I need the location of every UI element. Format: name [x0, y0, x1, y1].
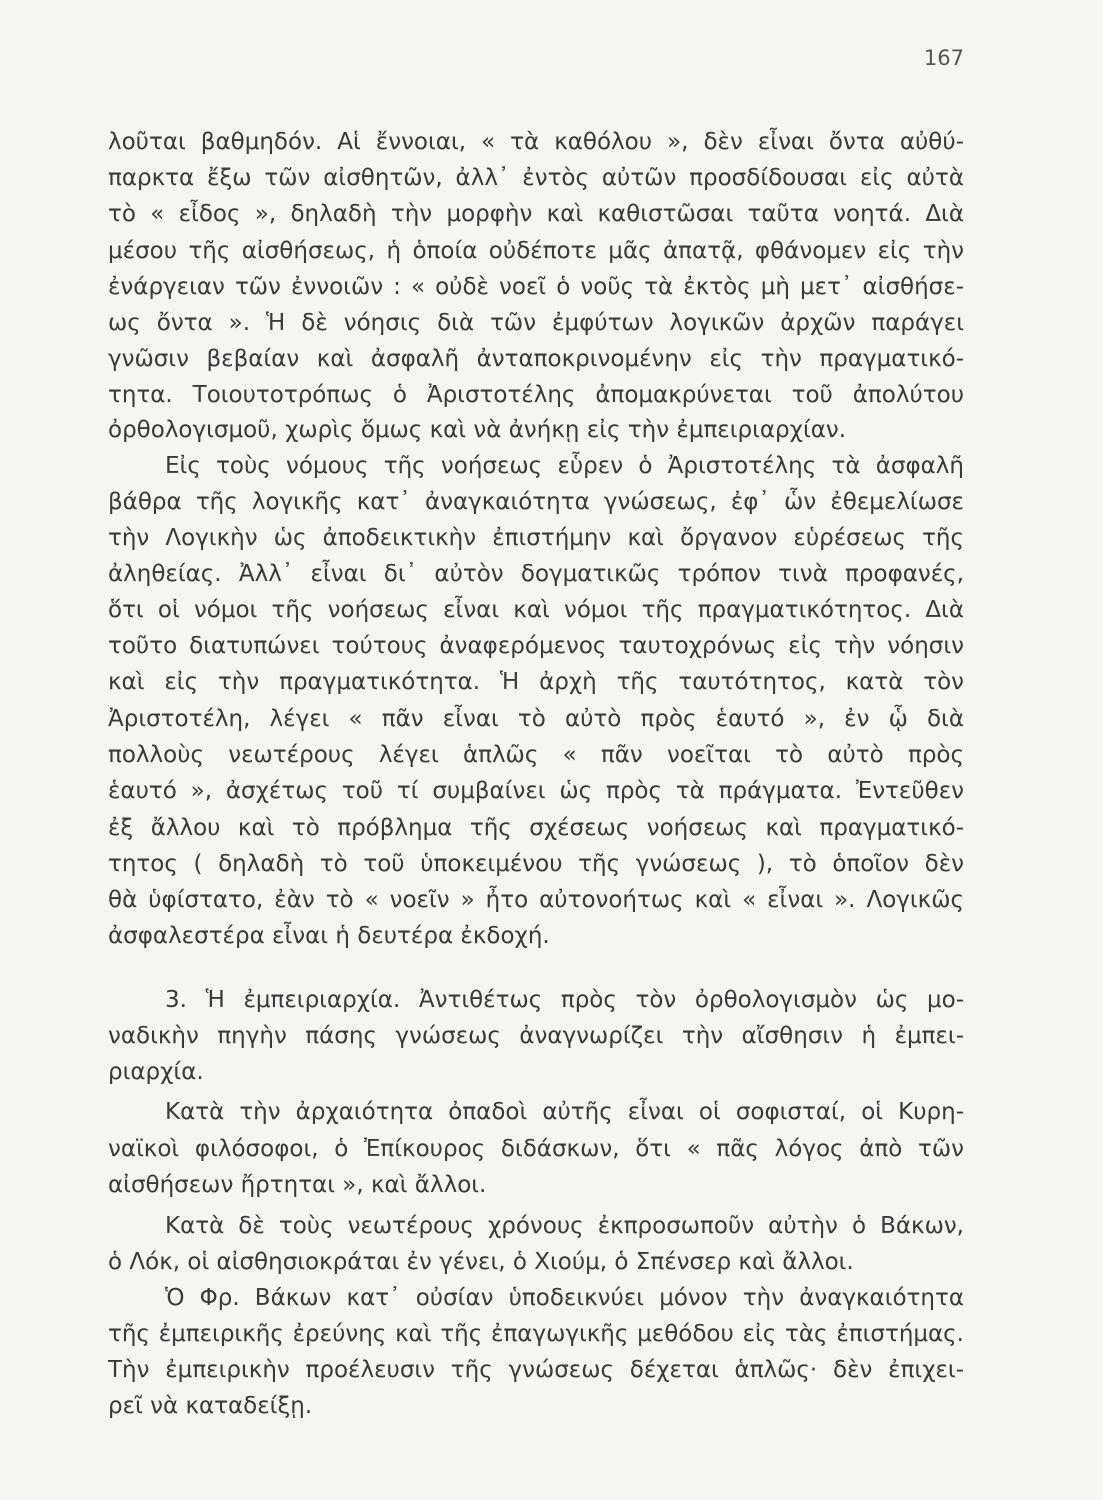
page-number: 167 [923, 46, 964, 70]
text-line: λοῦται βαθμηδόν. Αἱ ἔννοιαι, « τὰ καθόλου », δὲν εἶναι ὄντα αὐθύ- [108, 129, 964, 155]
text-line: ὀρθολογισμοῦ, χωρὶς ὅμως καὶ νὰ ἀνήκῃ εἰς τὴν ἐμπειριαρχίαν. [108, 417, 847, 443]
text-line: παρκτα ἔξω τῶν αἰσθητῶν, ἀλλ᾽ ἐντὸς αὐτῶν προσδίδουσαι εἰς αὐτὰ [108, 165, 964, 191]
text-line: ὅτι οἱ νόμοι τῆς νοήσεως εἶναι καὶ νόμοι τῆς πραγματικότητος. Διὰ [108, 597, 964, 623]
text-line: ἐνάργειαν τῶν ἐννοιῶν : « οὐδὲ νοεῖ ὁ νοῦς τὰ ἐκτὸς μὴ μετ᾽ αἰσθήσε- [108, 274, 964, 300]
text-line: ναδικὴν πηγὴν πάσης γνώσεως ἀναγνωρίζει τὴν αἴσθησιν ἡ ἐμπει- [108, 1023, 964, 1049]
text-line: ναϊκοὶ φιλόσοφοι, ὁ Ἐπίκουρος διδάσκων, ὅτι « πᾶς λόγος ἀπὸ τῶν [108, 1136, 964, 1162]
text-line: ἀσφαλεστέρα εἶναι ἡ δευτέρα ἐκδοχή. [108, 923, 550, 949]
text-line: ως ὄντα ». Ἡ δὲ νόησις διὰ τῶν ἐμφύτων λογικῶν ἀρχῶν παράγει [108, 310, 964, 336]
text-line: θὰ ὑφίστατο, ἐὰν τὸ « νοεῖν » ἦτο αὐτονοήτως καὶ « εἶναι ». Λογικῶς [108, 887, 964, 913]
text-line: τητα. Τοιουτοτρόπως ὁ Ἀριστοτέλης ἀπομακρύνεται τοῦ ἀπολύτου [108, 382, 964, 408]
text-line: τὴν Λογικὴν ὡς ἀποδεικτικὴν ἐπιστήμην καὶ ὄργανον εὑρέσεως τῆς [108, 525, 964, 551]
text-line: βάθρα τῆς λογικῆς κατ᾽ ἀναγκαιότητα γνώσεως, ἐφ᾽ ὧν ἐθεμελίωσε [108, 489, 964, 515]
text-line: Κατὰ δὲ τοὺς νεωτέρους χρόνους ἐκπροσωποῦν αὐτὴν ὁ Βάκων, [165, 1213, 964, 1239]
text-line: Κατὰ τὴν ἀρχαιότητα ὀπαδοὶ αὐτῆς εἶναι οἱ σοφισταί, οἱ Κυρη- [165, 1099, 964, 1125]
section-heading-line: 3. Ἡ ἐμπειριαρχία. Ἀντιθέτως πρὸς τὸν ὀρθολογισμὸν ὡς μο- [165, 987, 964, 1013]
text-line: Ἀριστοτέλη, λέγει « πᾶν εἶναι τὸ αὐτὸ πρὸς ἑαυτό », ἐν ᾧ διὰ [108, 706, 964, 732]
text-line: ἀληθείας. Ἀλλ᾽ εἶναι δι᾽ αὐτὸν δογματικῶς τρόπον τινὰ προφανές, [108, 561, 964, 587]
text-line: τοῦτο διατυπώνει τούτους ἀναφερόμενος ταυτοχρόνως εἰς τὴν νόησιν [108, 633, 964, 659]
text-line: γνῶσιν βεβαίαν καὶ ἀσφαλῆ ἀνταποκρινομένην εἰς τὴν πραγματικό- [108, 346, 964, 372]
text-line: ριαρχία. [108, 1059, 204, 1085]
text-line: Τὴν ἐμπειρικὴν προέλευσιν τῆς γνώσεως δέχεται ἁπλῶς· δὲν ἐπιχει- [108, 1357, 964, 1383]
text-line: ρεῖ νὰ καταδείξῃ. [108, 1393, 313, 1419]
text-line: αἰσθήσεων ἤρτηται », καὶ ἄλλοι. [108, 1172, 487, 1198]
text-line: ἑαυτό », ἀσχέτως τοῦ τί συμβαίνει ὡς πρὸς τὰ πράγματα. Ἐντεῦθεν [108, 778, 964, 804]
text-line: ὁ Λόκ, οἱ αἰσθησιοκράται ἐν γένει, ὁ Χιούμ, ὁ Σπένσερ καὶ ἄλλοι. [108, 1249, 854, 1275]
text-line: Εἰς τοὺς νόμους τῆς νοήσεως εὗρεν ὁ Ἀριστοτέλης τὰ ἀσφαλῆ [165, 453, 964, 479]
text-line: πολλοὺς νεωτέρους λέγει ἁπλῶς « πᾶν νοεῖται τὸ αὐτὸ πρὸς [108, 742, 964, 768]
text-line: τητος ( δηλαδὴ τὸ τοῦ ὑποκειμένου τῆς γνώσεως ), τὸ ὁποῖον δὲν [108, 851, 964, 877]
text-line: Ὁ Φρ. Βάκων κατ᾽ οὐσίαν ὑποδεικνύει μόνον τὴν ἀναγκαιότητα [165, 1285, 964, 1311]
text-line: ἐξ ἄλλου καὶ τὸ πρόβλημα τῆς σχέσεως νοήσεως καὶ πραγματικό- [108, 815, 964, 841]
text-line: καὶ εἰς τὴν πραγματικότητα. Ἡ ἀρχὴ τῆς ταυτότητος, κατὰ τὸν [108, 669, 964, 695]
text-line: τῆς ἐμπειρικῆς ἐρεύνης καὶ τῆς ἐπαγωγικῆς μεθόδου εἰς τὰς ἐπιστήμας. [108, 1321, 964, 1347]
text-line: τὸ « εἶδος », δηλαδὴ τὴν μορφὴν καὶ καθιστῶσαι ταῦτα νοητά. Διὰ [108, 201, 964, 227]
text-line: μέσου τῆς αἰσθήσεως, ἡ ὁποία οὐδέποτε μᾶς ἀπατᾷ, φθάνομεν εἰς τὴν [108, 238, 964, 264]
